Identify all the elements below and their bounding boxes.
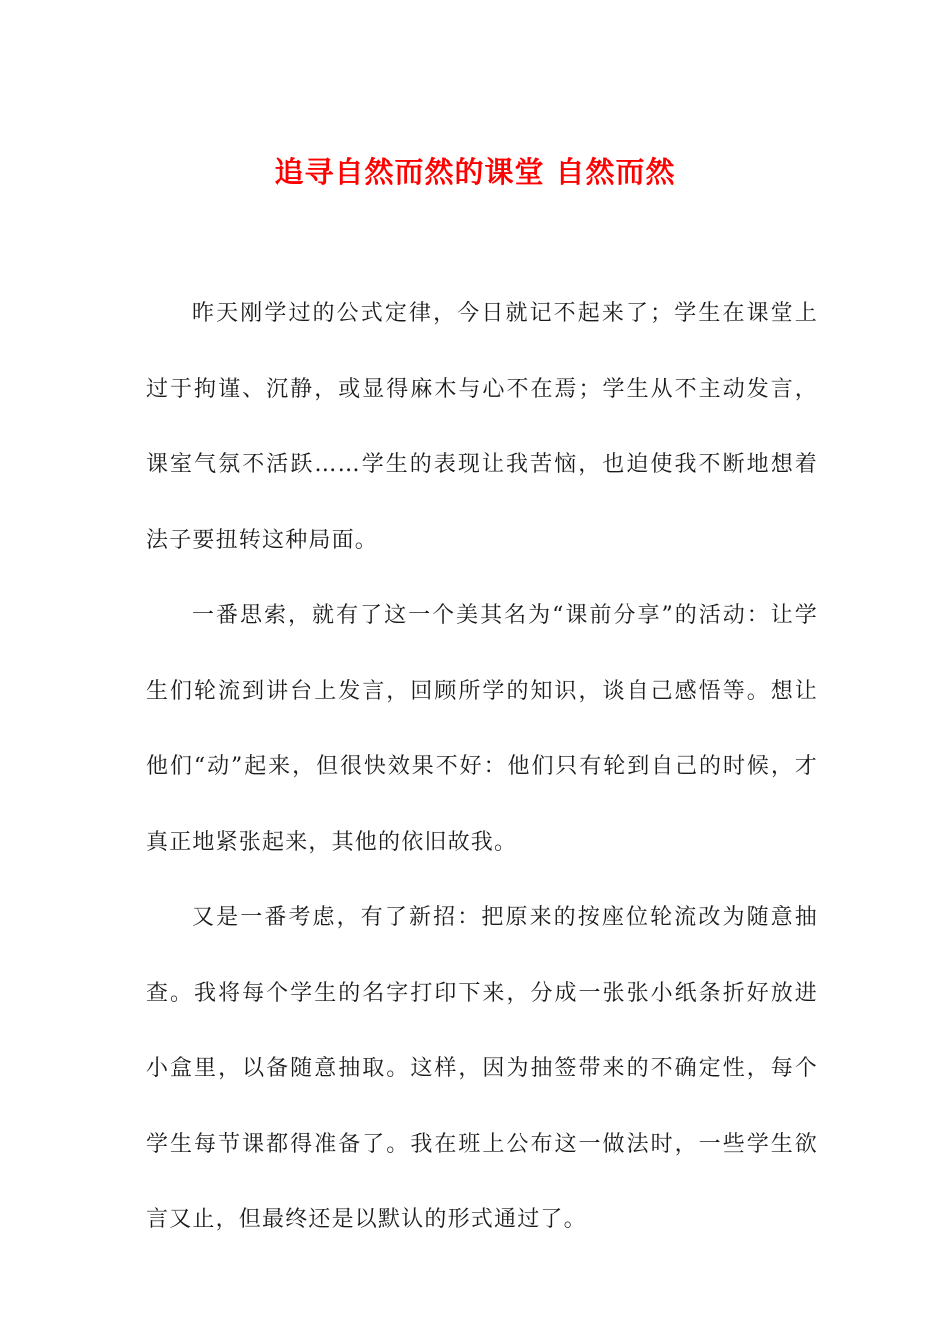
document-title: 追寻自然而然的课堂 自然而然 <box>274 155 676 189</box>
paragraph-2: 一番思索，就有了这一个美其名为“课前分享”的活动：让学生们轮流到讲台上发言，回顾所学的知识，谈自己感悟等。想让他们“动”起来，但很快效果不好：他们只有轮到自己的时候，才真正地紧张起来，其他的依旧故我。 <box>146 603 818 855</box>
paragraph-3: 又是一番考虑，有了新招：把原来的按座位轮流改为随意抽查。我将每个学生的名字打印下来，分成一张张小纸条折好放进小盒里，以备随意抽取。这样，因为抽签带来的不确定性，每个学生每节课都得准备了。我在班上公布这一做法时，一些学生欲言又止，但最终还是以默认的形式通过了。 <box>146 905 818 1232</box>
document-body <box>146 276 818 1258</box>
paragraph-1: 昨天刚学过的公式定律，今日就记不起来了；学生在课堂上过于拘谨、沉静，或显得麻木与心不在焉；学生从不主动发言，课室气氛不活跃……学生的表现让我苦恼，也迫使我不断地想着法子要扭转这种局面。 <box>146 301 818 553</box>
